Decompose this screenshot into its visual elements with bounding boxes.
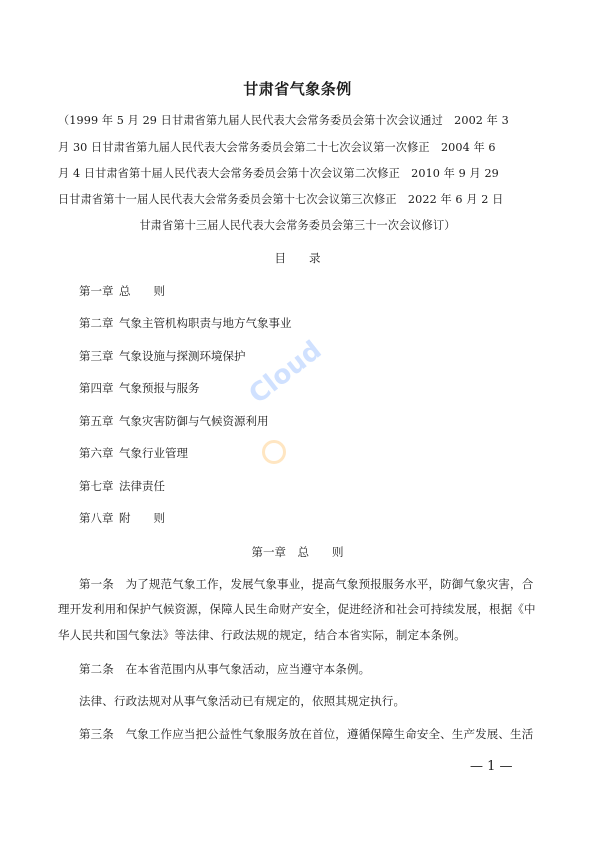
toc-item-number: 第五章 [79,414,114,428]
toc-item-number: 第四章 [79,381,114,395]
toc-item-title: 气象灾害防御与气候资源利用 [119,414,269,428]
toc-item[interactable] [79,348,246,364]
page-number: — 1 — [470,759,513,774]
watermark: Cloud [243,335,328,410]
toc-item[interactable] [79,315,292,331]
toc-item-title: 气象行业管理 [119,446,188,460]
toc-item[interactable] [79,283,165,299]
watermark-logo-icon [262,440,286,464]
toc-item-number: 第三章 [79,349,114,363]
history-line-4: 日甘肃省第十一届人民代表大会常务委员会第十七次会议第三次修正 2022 年 6 月 2 日 [58,193,504,206]
toc-heading: 目 录 [274,251,321,265]
history-line-5: 甘肃省第十三届人民代表大会常务委员会第三十一次会议修订） [139,219,456,232]
chapter-heading: 第一章 总 则 [251,545,344,559]
history-line-2: 月 30 日甘肃省第九届人民代表大会常务委员会第二十七次会议第一次修正 2004 年 6 [58,141,496,154]
toc-item-title: 气象主管机构职责与地方气象事业 [119,316,292,330]
paragraph-line: 第二条 在本省范围内从事气象活动，应当遵守本条例。 [79,662,371,676]
toc-item-number: 第二章 [79,316,114,330]
toc-item[interactable] [79,380,200,396]
toc-item-title: 气象预报与服务 [119,381,200,395]
toc-item-title: 法律责任 [119,479,165,493]
paragraph-line: 第三条 气象工作应当把公益性气象服务放在首位，遵循保障生命安全、生产发展、生活 [79,727,534,741]
history-line-3: 月 4 日甘肃省第十届人民代表大会常务委员会第十次会议第二次修正 2010 年 9 月 29 [58,167,499,180]
paragraph-line: 理开发利用和保护气候资源，保障人民生命财产安全，促进经济和社会可持续发展，根据《中 [58,602,536,616]
paragraph-line: 华人民共和国气象法》等法律、行政法规的规定，结合本省实际，制定本条例。 [58,628,466,642]
toc-item-number: 第八章 [79,511,114,525]
toc-item-number: 第七章 [79,479,114,493]
paragraph-line: 第一条 为了规范气象工作，发展气象事业，提高气象预报服务水平，防御气象灾害，合 [79,577,534,591]
toc-item-number: 第一章 [79,284,114,298]
toc-item-title: 附 则 [119,511,165,525]
toc-item[interactable] [79,445,188,461]
toc-item-number: 第六章 [79,446,114,460]
toc-item-title: 总 则 [119,284,165,298]
toc-item[interactable] [79,413,269,429]
paragraph-line: 法律、行政法规对从事气象活动已有规定的，依照其规定执行。 [79,694,406,708]
toc-item[interactable] [79,510,165,526]
history-line-1: （1999 年 5 月 29 日甘肃省第九届人民代表大会常务委员会第十次会议通过 2002 年 3 [58,114,509,127]
toc-item-title: 气象设施与探测环境保护 [119,349,246,363]
document-title: 甘肃省气象条例 [243,80,352,98]
toc-item[interactable] [79,478,165,494]
